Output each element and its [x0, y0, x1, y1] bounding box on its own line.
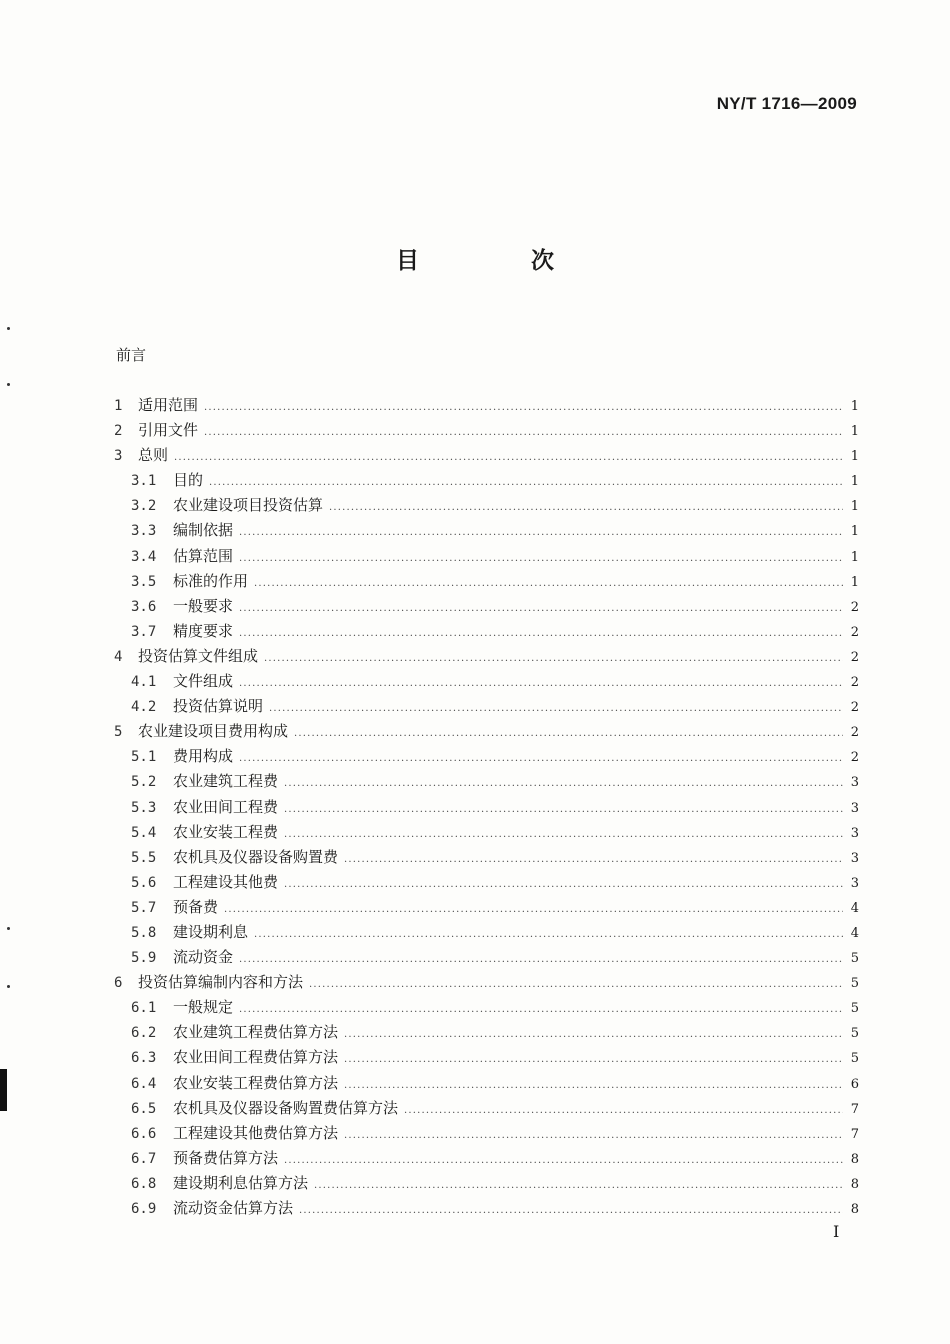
toc-entry-label: 文件组成: [173, 672, 234, 691]
toc-entry-page: 2: [850, 624, 859, 640]
toc-entry-label: 估算范围: [173, 546, 234, 565]
toc-dot-leader: [239, 746, 843, 771]
toc-entry[interactable]: [114, 920, 859, 945]
toc-entry-number: 5: [114, 724, 123, 741]
toc-entry[interactable]: [114, 945, 859, 970]
toc-entry-label: 农机具及仪器设备购置费: [173, 847, 339, 866]
toc-entry-label: 目的: [173, 471, 204, 490]
toc-entry-number: 6.4: [131, 1075, 157, 1092]
toc-entry-label: 编制依据: [173, 521, 234, 540]
toc-dot-leader: [284, 771, 843, 796]
toc-entry-label: 工程建设其他费估算方法: [173, 1123, 339, 1142]
toc-entry-number: 3.1: [131, 473, 157, 490]
toc-entry-number: 5.4: [131, 824, 157, 841]
toc-entry-page: 5: [850, 1026, 859, 1042]
page-title: 目 次: [395, 248, 606, 274]
toc-entry-label: 流动资金: [173, 948, 234, 967]
toc-entry-page: 1: [850, 549, 859, 565]
toc-entry-page: 2: [850, 649, 859, 665]
toc-entry-number: 3.5: [131, 573, 157, 590]
toc-entry-label: 适用范围: [138, 396, 199, 414]
toc-entry-label: 农业建筑工程费: [173, 772, 279, 791]
toc-dot-leader: [254, 922, 843, 947]
toc-entry-label: 农业田间工程费: [173, 797, 279, 816]
toc-entry-page: 3: [850, 775, 859, 791]
toc-entry-number: 5.9: [131, 950, 157, 967]
toc-dot-leader: [344, 1073, 843, 1098]
toc-dot-leader: [314, 1173, 843, 1198]
toc-entry-number: 3.6: [131, 598, 157, 615]
toc-entry-label: 工程建设其他费: [173, 872, 279, 891]
toc-entry[interactable]: [114, 619, 859, 644]
toc-entry-number: 5.6: [131, 874, 157, 891]
toc-dot-leader: [344, 1022, 843, 1047]
toc-entry-page: 3: [850, 850, 859, 866]
toc-entry[interactable]: [114, 744, 859, 769]
toc-entry-label: 引用文件: [138, 421, 199, 440]
preface-entry: 前言: [116, 346, 147, 364]
toc-dot-leader: [239, 947, 843, 972]
toc-entry[interactable]: [114, 468, 859, 493]
toc-entry-number: 6.1: [131, 1000, 157, 1017]
toc-entry[interactable]: [114, 1020, 859, 1045]
toc-entry-label: 一般要求: [173, 596, 234, 615]
toc-entry-page: 2: [850, 675, 859, 691]
toc-entry-page: 3: [850, 825, 859, 841]
toc-entry-number: 6.3: [131, 1050, 157, 1067]
toc-entry-page: 6: [850, 1076, 859, 1092]
toc-entry-page: 2: [850, 750, 859, 766]
toc-entry-number: 2: [114, 423, 123, 440]
toc-entry-number: 6.7: [131, 1150, 157, 1167]
toc-dot-leader: [344, 1047, 843, 1072]
toc-entry[interactable]: [114, 644, 859, 669]
toc-entry[interactable]: [114, 669, 859, 694]
toc-entry-page: 7: [850, 1101, 859, 1117]
toc-dot-leader: [284, 1148, 843, 1173]
table-of-contents: [114, 393, 859, 1221]
toc-entry[interactable]: [114, 418, 859, 443]
toc-entry-label: 投资估算说明: [173, 697, 264, 716]
toc-entry[interactable]: [114, 769, 859, 794]
toc-entry-label: 流动资金估算方法: [173, 1199, 294, 1217]
toc-dot-leader: [329, 495, 843, 520]
toc-entry-page: 2: [850, 599, 859, 615]
toc-entry-number: 5.2: [131, 774, 157, 791]
toc-entry[interactable]: [114, 1121, 859, 1146]
toc-entry-number: 4.1: [131, 674, 157, 691]
toc-entry-label: 农业建设项目费用构成: [138, 722, 289, 741]
toc-entry-number: 5.3: [131, 799, 157, 816]
toc-entry-page: 3: [850, 800, 859, 816]
toc-entry[interactable]: [114, 1146, 859, 1171]
scan-speck: [7, 985, 10, 988]
toc-entry-number: 5.8: [131, 924, 157, 941]
toc-dot-leader: [294, 721, 843, 746]
scan-speck: [7, 327, 10, 330]
toc-entry-page: 7: [850, 1126, 859, 1142]
toc-entry-page: 5: [850, 1051, 859, 1067]
toc-entry-page: 5: [850, 976, 859, 992]
toc-entry[interactable]: [114, 544, 859, 569]
toc-entry-number: 6.8: [131, 1175, 157, 1192]
toc-entry-label: 农业建筑工程费估算方法: [173, 1023, 339, 1042]
toc-entry[interactable]: [114, 719, 859, 744]
toc-dot-leader: [309, 972, 843, 997]
toc-entry-page: 4: [850, 925, 859, 941]
toc-entry[interactable]: [114, 594, 859, 619]
toc-entry-page: 1: [850, 574, 859, 590]
toc-entry-number: 4: [114, 648, 123, 665]
toc-entry-label: 标准的作用: [173, 571, 249, 590]
toc-entry[interactable]: [114, 1045, 859, 1070]
toc-dot-leader: [284, 872, 843, 897]
toc-dot-leader: [344, 1123, 843, 1148]
toc-entry-label: 农业安装工程费: [173, 822, 279, 841]
toc-entry-number: 3.4: [131, 548, 157, 565]
toc-entry[interactable]: [114, 518, 859, 543]
toc-entry-label: 建设期利息估算方法: [173, 1173, 309, 1192]
toc-entry[interactable]: [114, 995, 859, 1020]
toc-dot-leader: [239, 520, 843, 545]
toc-entry-number: 3: [114, 448, 123, 465]
scan-margin-bar: [0, 1069, 7, 1111]
toc-dot-leader: [239, 997, 843, 1022]
toc-entry-number: 3.2: [131, 498, 157, 515]
toc-entry[interactable]: [114, 569, 859, 594]
toc-entry-label: 投资估算编制内容和方法: [138, 973, 304, 992]
toc-entry-page: 2: [850, 700, 859, 716]
toc-entry[interactable]: [114, 795, 859, 820]
toc-entry-label: 预备费: [173, 897, 219, 916]
toc-entry-label: 预备费估算方法: [173, 1148, 279, 1167]
toc-dot-leader: [224, 897, 843, 922]
toc-entry-page: 3: [850, 875, 859, 891]
toc-entry-label: 农业安装工程费估算方法: [173, 1073, 339, 1092]
toc-entry-page: 1: [850, 474, 859, 490]
toc-dot-leader: [209, 470, 843, 495]
toc-entry-page: 5: [850, 951, 859, 967]
toc-dot-leader: [239, 621, 843, 646]
toc-entry-number: 5.1: [131, 749, 157, 766]
toc-entry[interactable]: [114, 393, 859, 418]
toc-entry[interactable]: [114, 820, 859, 845]
toc-entry[interactable]: [114, 1096, 859, 1121]
scan-speck: [7, 383, 10, 386]
toc-dot-leader: [284, 822, 843, 847]
toc-entry-number: 6.6: [131, 1125, 157, 1142]
toc-entry-number: 6.9: [131, 1201, 157, 1217]
toc-entry-number: 1: [114, 398, 123, 414]
toc-dot-leader: [239, 546, 843, 571]
toc-entry-label: 总则: [138, 446, 169, 465]
toc-entry[interactable]: [114, 443, 859, 468]
toc-entry-number: 5.5: [131, 849, 157, 866]
toc-entry-page: 4: [850, 900, 859, 916]
toc-entry-page: 2: [850, 725, 859, 741]
toc-entry-number: 5.7: [131, 899, 157, 916]
toc-dot-leader: [344, 847, 843, 872]
toc-entry[interactable]: [114, 870, 859, 895]
toc-entry[interactable]: [114, 694, 859, 719]
toc-entry-label: 农业建设项目投资估算: [173, 496, 324, 515]
toc-entry-page: 8: [850, 1176, 859, 1192]
toc-dot-leader: [299, 1198, 843, 1223]
page-number: I: [833, 1222, 840, 1241]
toc-dot-leader: [239, 596, 843, 621]
standard-code: NY/T 1716—2009: [716, 94, 857, 113]
toc-entry-page: 8: [850, 1151, 859, 1167]
toc-entry-page: 1: [850, 449, 859, 465]
toc-entry-label: 费用构成: [173, 747, 234, 766]
toc-entry-number: 6.5: [131, 1100, 157, 1117]
toc-entry-label: 精度要求: [173, 621, 234, 640]
toc-entry[interactable]: [114, 970, 859, 995]
toc-entry-page: 1: [850, 524, 859, 540]
toc-entry-label: 一般规定: [173, 998, 234, 1017]
toc-entry-number: 3.7: [131, 623, 157, 640]
toc-dot-leader: [204, 420, 843, 445]
toc-entry-page: 5: [850, 1001, 859, 1017]
toc-entry[interactable]: [114, 845, 859, 870]
toc-entry[interactable]: [114, 1071, 859, 1096]
toc-dot-leader: [254, 571, 843, 596]
toc-entry[interactable]: [114, 493, 859, 518]
toc-entry-number: 6.2: [131, 1025, 157, 1042]
toc-entry-number: 6: [114, 975, 123, 992]
toc-entry-number: 3.3: [131, 523, 157, 540]
toc-entry[interactable]: [114, 1171, 859, 1196]
toc-dot-leader: [269, 696, 843, 721]
toc-dot-leader: [404, 1098, 843, 1123]
scan-speck: [7, 927, 10, 930]
toc-entry-label: 投资估算文件组成: [138, 646, 259, 665]
toc-dot-leader: [174, 445, 843, 470]
toc-entry-label: 农机具及仪器设备购置费估算方法: [173, 1098, 399, 1117]
toc-dot-leader: [284, 797, 843, 822]
toc-entry-page: 1: [850, 399, 859, 414]
toc-entry[interactable]: [114, 895, 859, 920]
toc-entry-label: 建设期利息: [173, 922, 249, 941]
toc-entry-number: 4.2: [131, 699, 157, 716]
toc-dot-leader: [264, 646, 843, 671]
toc-entry-page: 8: [850, 1202, 859, 1217]
toc-dot-leader: [239, 671, 843, 696]
toc-entry-page: 1: [850, 424, 859, 440]
toc-entry[interactable]: [114, 1196, 859, 1221]
toc-dot-leader: [204, 395, 843, 420]
toc-entry-page: 1: [850, 499, 859, 515]
toc-entry-label: 农业田间工程费估算方法: [173, 1048, 339, 1067]
